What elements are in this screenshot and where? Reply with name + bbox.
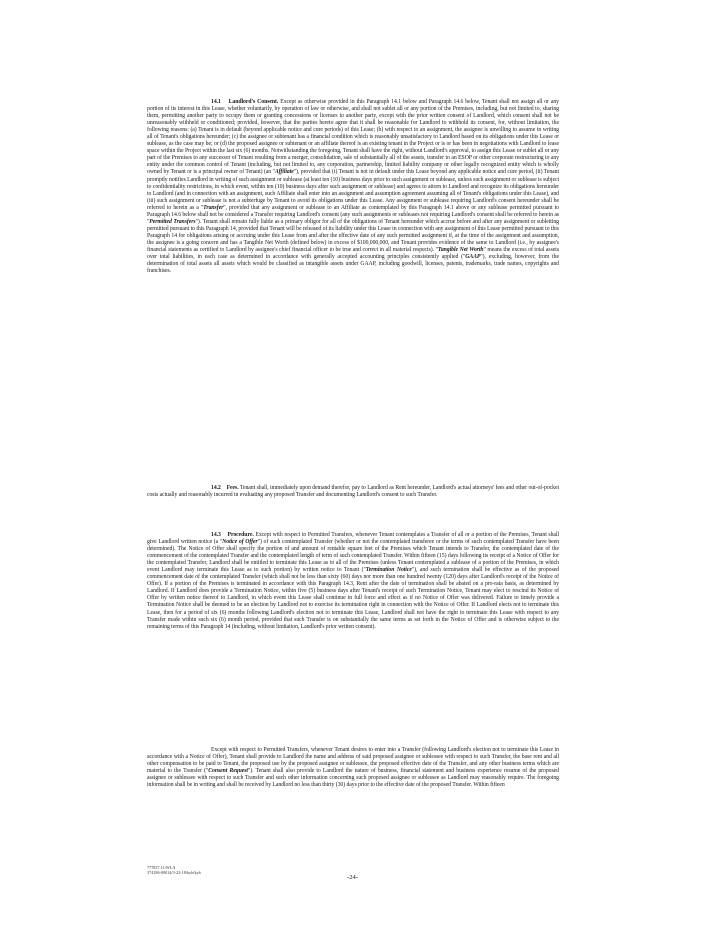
paragraph-14-3: 14.3 Procedure. Except with respect to Permitted Transfers, whenever Tenant contemplates a Transfer of all or a portion of the Premises, Tenant shall give Landlord written notice (a "Notice of Offer") of such contemplated Transfer (whether or not the contemplated transferee or the terms of such contemplated Transfer have been determined). The Notice of Offer shall specify the portion of and amount of rentable square feet of the Premises which Tenant intends to Transfer, the contemplated date of the commencement of the contemplated Transfer and the contemplated length of term of such contemplated Transfer. Within fifteen (15) days following its receipt of a Notice of Offer for the contemplated Transfer, Landlord shall be entitled to terminate this Lease as to all of the Premises (unless Tenant contemplated a sublease of a portion of the Premises, in which event Landlord may terminate this Lease as to such portion) by written notice to Tenant ("Termination Notice"), and such termination shall be effective as of the proposed commencement date of the contemplated Transfer (which shall not be less than sixty (60) days nor more than one hundred twenty (120) days after Landlord's receipt of the Notice of Offer). If a portion of the Premises is terminated in accordance with this Paragraph 14.3, Rent after the date of termination shall be abated on a pro-rata basis, as determined by Landlord. If Landlord does provide a Termination Notice, within five (5) business days after Tenant's receipt of such Termination Notice, Tenant may elect to rescind its Notice of Offer by written notice thereof to Landlord, in which event this Lease shall continue in full force and effect as if no Notice of Offer was delivered. Failure to timely provide a Termination Notice shall be deemed to be an election by Landlord not to exercise its termination right in connection with the Notice of Offer. If Landlord elects not to terminate this Lease, then for a period of six (6) months following Landlord's election not to terminate this Lease, Landlord shall not have the right to terminate this Lease with respect to any Transfer made within such six (6) month period, provided that such Transfer is on substantially the same terms as set forth in the Notice of Offer and is otherwise subject to the remaining terms of this Paragraph 14 (including, without limitation, Landlord's prior written consent).	[147, 532, 559, 630]
page-number: -24-	[347, 874, 358, 881]
defined-term: GAAP	[465, 254, 481, 261]
section-heading: Procedure.	[227, 532, 254, 538]
document-body	[147, 99, 559, 789]
paragraph-14-1: 14.1 Landlord's Consent. Except as otherwise provided in this Paragraph 14.1 below and Paragraph 14.6 below, Tenant shall not assign all or any portion of its interest in this Lease, whether voluntarily, by operation of law or otherwise, and shall not sublet all or any portion of the Premises, including, but not limited to, sharing them, permitting another party to occupy them or granting concessions or licenses to another party, except with the prior written consent of Landlord, which consent shall not be unreasonably withheld or conditioned; provided, however, that the parties hereto agree that it shall be reasonable for Landlord to withhold its consent, for, without limitation, the following reasons: (a) Tenant is in default (beyond applicable notice and cure periods) of this Lease; (b) with respect to an assignment, the assignee is unwilling to assume in writing all of Tenant's obligations hereunder; (c) the assignee or subtenant has a financial condition which is reasonably unsatisfactory to Landlord based on its obligations under this Lease or sublease, as the case may be; or (d) the proposed assignee or subtenant or an affiliate thereof is an existing tenant in the Project or is or has been in negotiations with Landlord to lease space within the Project within the last six (6) months. Notwithstanding the foregoing, Tenant shall have the right, without Landlord's approval, to assign this Lease or sublet all or any part of the Premises to any successor of Tenant resulting from a merger, consolidation, sale of substantially all of the assets, transfer to an ESOP or other corporate restructuring to any entity under the common control of Tenant (including, but not limited to, any corporation, partnership, limited liability company or other legally recognized entity which is wholly owned by Tenant or is a principal owner of Tenant) (an "Affiliate"), provided that (i) Tenant is not in default under this Lease beyond any applicable notice and cure period, (ii) Tenant promptly notifies Landlord in writing of such assignment or sublease (at least ten (10) business days prior to such assignment or sublease, unless such assignment or sublease is subject to confidentiality restrictions, in which event, within ten (10) business days after such assignment or sublease) and agrees to attorn to Landlord and recognize its obligations hereunder to Landlord (and in connection with an assignment, such Affiliate shall enter into an assignment and assumption agreement assuming all of Tenant's obligations under this Lease), and (iii) such assignment or sublease is not a subterfuge by Tenant to avoid its obligations under this Lease. Any assignment or sublease requiring Landlord's consent hereunder shall be referred to herein as a "Transfer", provided that any assignment or sublease to an Affiliate as contemplated by this Paragraph 14.1 above or any sublease permitted pursuant to Paragraph 14.6 below shall not be considered a Transfer requiring Landlord's consent (any such assignments or subleases not requiring Landlord's consent shall be referred to herein as "Permitted Transfers"). Tenant shall remain fully liable as a primary obligor for all of the obligations of Tenant hereunder which accrue before and after any assignment or subletting permitted pursuant to this Paragraph 14, provided that Tenant will be released of its liability under this Lease in connection with any assignment of this Lease permitted pursuant to this Paragraph 14 for obligations arising or accruing under this Lease from and after the effective date of any such permitted assignment if, at the time of the assignment and assumption, the assignee is a going concern and has a Tangible Net Worth (defined below) in excess of $100,000,000, and Tenant provides evidence of the same to Landlord (i.e., by assignee's financial statements as certified to Landlord by assignee's chief financial officer to be true and correct in all material respects). "Tangible Net Worth" means the excess of total assets over total liabilities, in each case as determined in accordance with generally accepted accounting principles consistently applied ("GAAP"), excluding, however, from the determination of total assets all assets which would be classified as intangible assets under GAAP, including goodwill, licenses, patents, trademarks, trade names, copyrights and franchises.	[147, 99, 560, 275]
footer-doc-number: 777837.11/WLA	[147, 865, 176, 870]
paragraph-consent-request: Except with respect to Permitted Transfers, whenever Tenant desires to enter into a Transfer (following Landlord's election not to terminate this Lease in accordance with a Notice of Offer), Tenant shall provide to Landlord the name and address of said proposed assignee or sublessee with respect to such Transfer, the base rent and all other compensation to be paid to Tenant, the proposed use by the proposed assignee or sublessee, the proposed effective date of the Transfer, and any other business terms which are material to the Transfer ("Consent Request"). Tenant shall also provide to Landlord the nature of business, financial statement and business experience resume of the proposed assignee or sublessee with respect to such Transfer and such other information concerning such proposed assignee or sublessee as Landlord may reasonably require. The foregoing information shall be in writing and shall be received by Landlord no less than thirty (30) days prior to the effective date of the proposed Transfer. Within fifteen	[147, 747, 559, 789]
defined-term: Consent Request	[208, 768, 248, 775]
paragraph-14-2: 14.2 Fees. Tenant shall, immediately upon demand therefor, pay to Landlord as Rent hereunder, Landlord's actual attorneys' fees and other out-of-pocket costs actually and reasonably incurred in evaluating any proposed Transfer and documenting Landlord's consent to such Transfer.	[147, 485, 559, 499]
section-number: 14.1	[211, 99, 221, 105]
defined-term: Tangible Net Worth	[437, 246, 484, 253]
footer-doc-code: 374186-00014/3-22-18/kyb/kyb	[147, 870, 201, 876]
section-heading: Landlord's Consent.	[228, 99, 279, 105]
defined-term: Termination Notice	[365, 567, 412, 574]
section-number: 14.2	[211, 485, 221, 491]
defined-term: Permitted Transfers	[149, 218, 196, 225]
defined-term: Transfer	[203, 204, 224, 211]
section-heading: Fees.	[226, 485, 239, 491]
section-number: 14.3	[211, 532, 221, 538]
defined-term: Affiliate	[274, 169, 294, 176]
defined-term: Notice of Offer	[222, 539, 258, 546]
